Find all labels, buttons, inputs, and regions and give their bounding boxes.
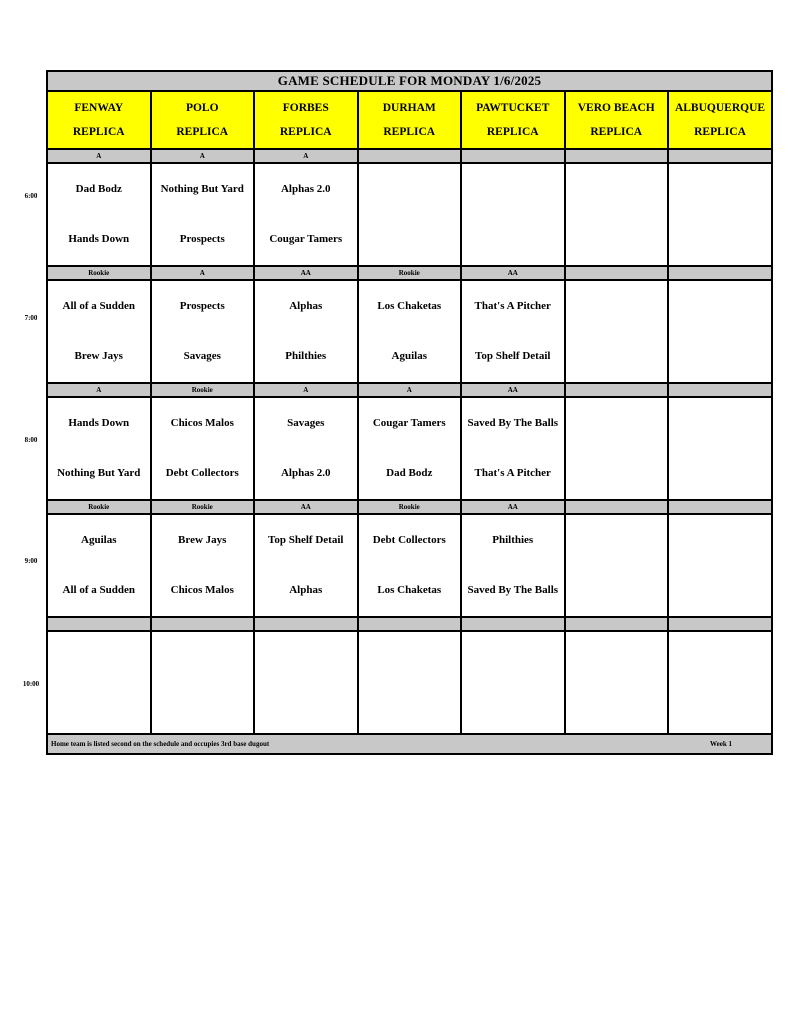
division-label: [358, 149, 462, 163]
game-cell: [358, 397, 462, 500]
home-team: [48, 683, 150, 734]
field-header: [358, 91, 462, 149]
game-row: [47, 280, 772, 383]
game-cell: [254, 397, 358, 500]
home-team: [359, 215, 461, 266]
away-team: [462, 632, 564, 683]
home-team: [669, 332, 771, 383]
game-cell: [565, 280, 669, 383]
time-label-7: 7:00: [24, 314, 38, 322]
division-label: [565, 383, 669, 397]
game-cell: [254, 631, 358, 734]
home-team: Alphas: [289, 584, 323, 597]
division-label: AA: [254, 500, 358, 514]
division-label: AA: [461, 500, 565, 514]
home-team: That's A Pitcher: [474, 467, 551, 480]
game-cell: [151, 631, 255, 734]
field-header: [668, 91, 772, 149]
home-team: [152, 683, 254, 734]
time-label-8: 8:00: [24, 436, 38, 444]
away-team: All of a Sudden: [62, 299, 135, 312]
game-cell: [461, 631, 565, 734]
division-label: AA: [461, 266, 565, 280]
away-team: [669, 281, 771, 332]
game-cell: [151, 514, 255, 617]
game-cell: [668, 514, 772, 617]
home-team: Alphas 2.0: [280, 467, 331, 480]
time-label-9: 9:00: [24, 557, 38, 565]
game-cell: [47, 397, 151, 500]
away-team: [359, 164, 461, 215]
field-header: [461, 91, 565, 149]
away-team: Prospects: [179, 299, 225, 312]
game-cell: [151, 280, 255, 383]
away-team: [669, 164, 771, 215]
division-row: [47, 383, 772, 397]
division-label: [565, 500, 669, 514]
game-cell: [461, 280, 565, 383]
field-name: FENWAY: [74, 102, 124, 114]
field-header: [151, 91, 255, 149]
away-team: [566, 515, 668, 566]
game-row: [47, 163, 772, 266]
away-team: [566, 164, 668, 215]
field-sub: REPLICA: [590, 126, 643, 138]
home-team: Hands Down: [68, 233, 130, 246]
away-team: [48, 632, 150, 683]
home-team: [566, 332, 668, 383]
game-cell: [47, 280, 151, 383]
away-team: Cougar Tamers: [372, 416, 446, 429]
game-cell: [254, 163, 358, 266]
away-team: Philthies: [492, 533, 534, 546]
game-cell: [668, 397, 772, 500]
home-team: Top Shelf Detail: [475, 350, 551, 363]
home-team: [669, 566, 771, 617]
home-team: Brew Jays: [74, 350, 123, 363]
away-team: Dad Bodz: [75, 182, 122, 195]
home-team: [669, 449, 771, 500]
division-label: A: [151, 149, 255, 163]
game-row: [47, 397, 772, 500]
game-cell: [565, 514, 669, 617]
home-team: Debt Collectors: [165, 467, 239, 480]
division-label: Rookie: [47, 266, 151, 280]
division-label: A: [358, 383, 462, 397]
away-team: Brew Jays: [178, 533, 227, 546]
away-team: [566, 632, 668, 683]
division-label: A: [254, 383, 358, 397]
away-team: Nothing But Yard: [160, 182, 244, 195]
division-label: [565, 617, 669, 631]
field-sub: REPLICA: [279, 126, 332, 138]
schedule-title: GAME SCHEDULE FOR MONDAY 1/6/2025: [47, 71, 772, 91]
field-name: PAWTUCKET: [476, 102, 550, 114]
division-label: [668, 617, 772, 631]
away-team: [669, 632, 771, 683]
home-team: [462, 215, 564, 266]
division-label: A: [47, 383, 151, 397]
division-row: [47, 500, 772, 514]
field-header-row: [47, 91, 772, 149]
division-label: [254, 617, 358, 631]
game-cell: [358, 631, 462, 734]
away-team: Aguilas: [81, 533, 117, 546]
division-row: [47, 149, 772, 163]
footer-cell: [47, 734, 772, 754]
field-sub: REPLICA: [176, 126, 229, 138]
home-team: Nothing But Yard: [57, 467, 141, 480]
away-team: [359, 632, 461, 683]
home-team: Aguilas: [391, 350, 427, 363]
division-label: [151, 617, 255, 631]
away-team: Los Chaketas: [377, 299, 442, 312]
home-team: [566, 449, 668, 500]
game-cell: [461, 514, 565, 617]
division-row: [47, 617, 772, 631]
home-team: [669, 683, 771, 734]
game-cell: [565, 163, 669, 266]
game-cell: [151, 397, 255, 500]
game-cell: [668, 163, 772, 266]
field-header: [47, 91, 151, 149]
footer-note: Home team is listed second on the schedule and occupies 3rd base dugout: [51, 740, 270, 748]
footer-row: [47, 734, 772, 754]
away-team: [669, 398, 771, 449]
away-team: [566, 398, 668, 449]
away-team: Debt Collectors: [372, 533, 446, 546]
division-label: Rookie: [358, 266, 462, 280]
division-label: [668, 500, 772, 514]
game-cell: [565, 631, 669, 734]
game-cell: [358, 280, 462, 383]
home-team: Cougar Tamers: [269, 233, 343, 246]
away-team: Savages: [287, 416, 325, 429]
home-team: [359, 683, 461, 734]
away-team: [669, 515, 771, 566]
field-sub: REPLICA: [383, 126, 436, 138]
away-team: [152, 632, 254, 683]
division-label: [358, 617, 462, 631]
home-team: [566, 683, 668, 734]
home-team: [255, 683, 357, 734]
home-team: Dad Bodz: [386, 467, 433, 480]
field-name: ALBUQUERQUE: [674, 102, 766, 114]
home-team: Prospects: [179, 233, 225, 246]
field-sub: REPLICA: [486, 126, 539, 138]
game-cell: [461, 397, 565, 500]
home-team: Chicos Malos: [170, 584, 234, 597]
division-label: AA: [461, 383, 565, 397]
game-cell: [47, 514, 151, 617]
game-cell: [358, 514, 462, 617]
home-team: Los Chaketas: [377, 584, 442, 597]
division-label: [668, 266, 772, 280]
division-label: [461, 617, 565, 631]
schedule-table: [46, 70, 773, 755]
division-label: AA: [254, 266, 358, 280]
time-label-6: 6:00: [24, 192, 38, 200]
division-label: A: [47, 149, 151, 163]
home-team: Savages: [183, 350, 221, 363]
away-team: [462, 164, 564, 215]
division-label: Rookie: [151, 500, 255, 514]
game-cell: [151, 163, 255, 266]
away-team: [255, 632, 357, 683]
field-header: [565, 91, 669, 149]
home-team: Philthies: [285, 350, 327, 363]
division-label: A: [254, 149, 358, 163]
away-team: Top Shelf Detail: [268, 533, 344, 546]
field-name: FORBES: [282, 102, 329, 114]
home-team: [462, 683, 564, 734]
division-row: [47, 266, 772, 280]
field-sub: REPLICA: [694, 126, 746, 138]
week-label: Week 1: [710, 740, 733, 748]
field-sub: REPLICA: [72, 126, 125, 138]
division-label: A: [151, 266, 255, 280]
field-name: POLO: [185, 102, 219, 114]
game-cell: [668, 631, 772, 734]
game-cell: [47, 631, 151, 734]
division-label: Rookie: [151, 383, 255, 397]
game-cell: [565, 397, 669, 500]
time-label-10: 10:00: [22, 680, 40, 688]
game-row: [47, 631, 772, 734]
home-team: [669, 215, 771, 266]
game-row: [47, 514, 772, 617]
division-label: [461, 149, 565, 163]
game-cell: [254, 514, 358, 617]
away-team: [566, 281, 668, 332]
away-team: Alphas 2.0: [280, 182, 331, 195]
field-name: DURHAM: [382, 102, 436, 114]
game-cell: [47, 163, 151, 266]
division-label: [47, 617, 151, 631]
division-label: [668, 149, 772, 163]
home-team: All of a Sudden: [62, 584, 135, 597]
away-team: Alphas: [289, 299, 323, 312]
game-cell: [668, 280, 772, 383]
division-label: Rookie: [47, 500, 151, 514]
game-cell: [254, 280, 358, 383]
home-team: [566, 215, 668, 266]
home-team: Saved By The Balls: [467, 584, 559, 597]
division-label: [565, 149, 669, 163]
field-name: VERO BEACH: [577, 102, 655, 114]
away-team: Saved By The Balls: [467, 416, 559, 429]
field-header: [254, 91, 358, 149]
away-team: That's A Pitcher: [474, 299, 551, 312]
away-team: Chicos Malos: [170, 416, 234, 429]
division-label: [565, 266, 669, 280]
home-team: [566, 566, 668, 617]
game-cell: [461, 163, 565, 266]
division-label: [668, 383, 772, 397]
game-cell: [358, 163, 462, 266]
away-team: Hands Down: [68, 416, 130, 429]
division-label: Rookie: [358, 500, 462, 514]
